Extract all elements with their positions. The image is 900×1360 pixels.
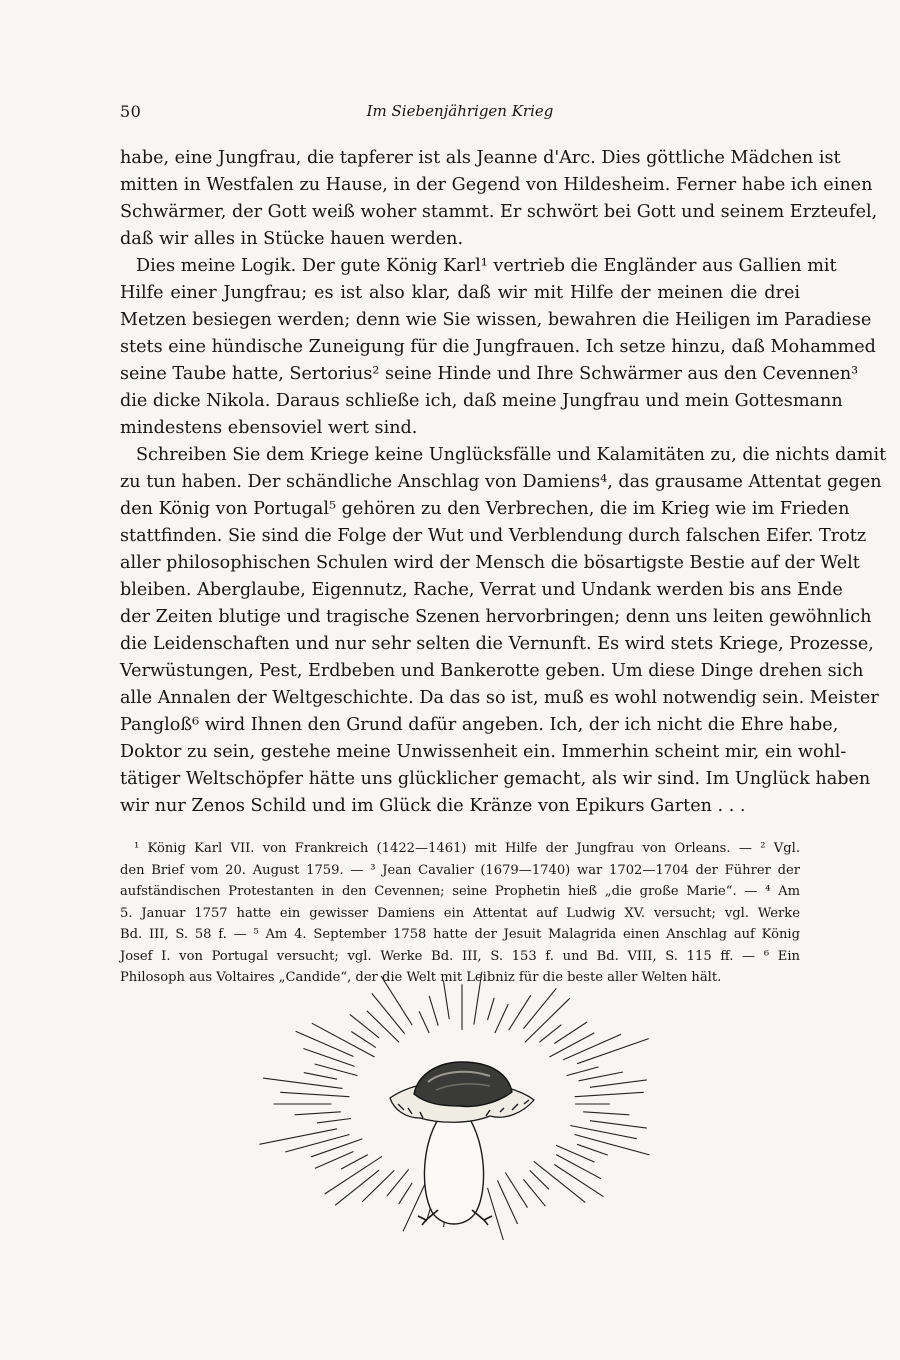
ray-line — [590, 1080, 647, 1087]
ray-line — [554, 1022, 587, 1044]
egg-body — [424, 1116, 483, 1224]
running-title: Im Siebenjährigen Krieg — [366, 102, 554, 120]
page-header — [120, 102, 800, 126]
ray-line — [570, 1126, 637, 1139]
text-line: Hilfe einer Jungfrau; es ist also klar, daß wir mit Hilfe der meinen die drei — [120, 283, 800, 303]
text-line: Schwärmer, der Gott weiß woher stammt. Er schwört bei Gott und seinem Erzteufel, — [120, 202, 878, 222]
text-line: den König von Portugal⁵ gehören zu den Verbrechen, die im Krieg wie im Frieden — [120, 499, 850, 519]
ray-line — [317, 1119, 351, 1123]
ray-line — [575, 1135, 650, 1155]
text-line: tätiger Weltschöpfer hätte uns glücklicher gemacht, als wir sind. Im Unglück haben — [120, 769, 871, 789]
text-line: daß wir alles in Stücke hauen werden. — [120, 229, 464, 249]
text-line: mindestens ebensoviel wert sind. — [120, 418, 418, 438]
ray-line — [583, 1112, 629, 1115]
text-line: stets eine hündische Zuneigung für die Jungfrauen. Ich setze hinzu, daß Mohammed — [120, 337, 876, 357]
footnote-line: 5. Januar 1757 hatte ein gewisser Damiens ein Attentat auf Ludwig XV. versucht; vgl. Werke — [120, 905, 800, 921]
text-line: Doktor zu sein, gestehe meine Unwissenheit ein. Immerhin scheint mir, ein wohl- — [120, 742, 847, 762]
text-line: bleiben. Aberglaube, Eigennutz, Rache, Verrat und Undank werden bis ans Ende — [120, 580, 843, 600]
footnote-line: Philosoph aus Voltaires „Candide“, der die Welt mit Leibniz für die beste aller Welten hält. — [120, 970, 722, 985]
ray-line — [575, 1092, 644, 1096]
ray-line — [577, 1039, 649, 1064]
ray-line — [351, 1032, 376, 1048]
left-foot — [418, 1210, 438, 1225]
ray-line — [419, 1011, 429, 1033]
text-line: aller philosophischen Schulen wird der Mensch die bösartigste Bestie auf der Welt — [120, 553, 860, 573]
text-line: der Zeiten blutige und tragische Szenen hervorbringen; denn uns leiten gewöhnlich — [120, 607, 872, 627]
ray-line — [590, 1121, 647, 1128]
text-line: Dies meine Logik. Der gute König Karl¹ vertrieb die Engländer aus Gallien mit — [136, 256, 837, 276]
ray-line — [563, 1034, 621, 1059]
ray-line — [429, 996, 438, 1026]
ray-line — [524, 1179, 546, 1206]
ray-line — [556, 1145, 595, 1162]
ray-line — [259, 1129, 337, 1145]
ray-line — [295, 1112, 341, 1115]
ray-line — [556, 1155, 601, 1179]
ray-line — [488, 1188, 504, 1240]
ray-line — [304, 1073, 337, 1080]
text-line: seine Taube hatte, Sertorius² seine Hinde und Ihre Schwärmer aus den Cevennen³ — [120, 364, 859, 384]
ray-line — [567, 1067, 599, 1076]
text-line: die Leidenschaften und nur sehr selten die Vernunft. Es wird stets Kriege, Prozesse, — [120, 634, 874, 654]
ray-line — [399, 1183, 412, 1204]
ray-line — [505, 1173, 527, 1208]
text-line: stattfinden. Sie sind die Folge der Wut und Verblendung durch falschen Eifer. Trotz — [120, 526, 867, 546]
text-line: habe, eine Jungfrau, die tapferer ist als Jeanne d'Arc. Dies göttliche Mädchen ist — [120, 148, 841, 168]
body-text — [120, 145, 887, 820]
ray-line — [549, 1033, 594, 1057]
page-number: 50 — [120, 102, 142, 121]
footnote-line: Bd. III, S. 58 f. — ⁵ Am 4. September 1758 hatte der Jesuit Malagrida einen Anschlag auf König — [120, 927, 800, 942]
ray-line — [335, 1170, 379, 1205]
ray-line — [579, 1072, 623, 1081]
text-line: Schreiben Sie dem Kriege keine Unglücksfälle und Kalamitäten zu, die nichts damit — [136, 445, 887, 465]
footnotes — [120, 838, 800, 989]
text-line: Pangloß⁶ wird Ihnen den Grund dafür angeben. Ich, der ich nicht die Ehre habe, — [120, 715, 839, 735]
ray-line — [341, 1155, 368, 1170]
ray-line — [488, 998, 495, 1020]
ray-line — [263, 1078, 343, 1088]
ray-line — [367, 1011, 399, 1043]
text-line: Verwüstungen, Pest, Erdbeben und Bankerotte geben. Um diese Dinge drehen sich — [120, 661, 864, 681]
text-line: alle Annalen der Weltgeschichte. Da das so ist, muß es wohl notwendig sein. Meister — [120, 688, 879, 708]
ray-line — [577, 1144, 608, 1155]
footnote-line: Josef I. von Portugal versucht; vgl. Werke Bd. III, S. 153 f. und Bd. VIII, S. 115 ff. — ⁶ Ein — [120, 948, 800, 964]
ray-line — [296, 1031, 354, 1056]
ray-line — [509, 995, 531, 1030]
right-foot — [472, 1210, 492, 1225]
ray-line — [530, 1170, 549, 1189]
ray-line — [362, 1170, 394, 1202]
text-line: mitten in Westfalen zu Hause, in der Gegend von Hildesheim. Ferner habe ich einen — [120, 175, 873, 195]
text-line: Metzen besiegen werden; denn wie Sie wissen, bewahren die Heiligen im Paradiese — [120, 310, 872, 330]
ray-line — [524, 988, 557, 1028]
ray-line — [303, 1049, 354, 1067]
footnote-line: ¹ König Karl VII. von Frankreich (1422—1461) mit Hilfe der Jungfrau von Orleans. — ² Vgl. — [134, 841, 800, 856]
ray-line — [554, 1165, 603, 1197]
ray-line — [372, 993, 405, 1033]
text-line: zu tun haben. Der schändliche Anschlag von Damiens⁴, das grausame Attentat gegen — [120, 472, 882, 492]
footnote-line: aufständischen Protestanten in den Cevennen; seine Prophetin hieß „die große Marie“. — ⁴ Am — [120, 884, 800, 899]
radiant-hat-on-egg-illustration — [290, 1024, 630, 1234]
text-line: die dicke Nikola. Daraus schließe ich, daß meine Jungfrau und mein Gottesmann — [120, 391, 843, 411]
ray-line — [495, 1004, 509, 1033]
ray-line — [280, 1092, 349, 1096]
text-line: wir nur Zenos Schild und im Glück die Kränze von Epikurs Garten . . . — [120, 796, 746, 816]
ray-line — [387, 1169, 409, 1196]
ray-line — [311, 1139, 362, 1157]
footnote-line: den Brief vom 20. August 1759. — ³ Jean Cavalier (1679—1740) war 1702—1704 der Führer der — [120, 862, 800, 878]
ray-line — [539, 1025, 561, 1043]
